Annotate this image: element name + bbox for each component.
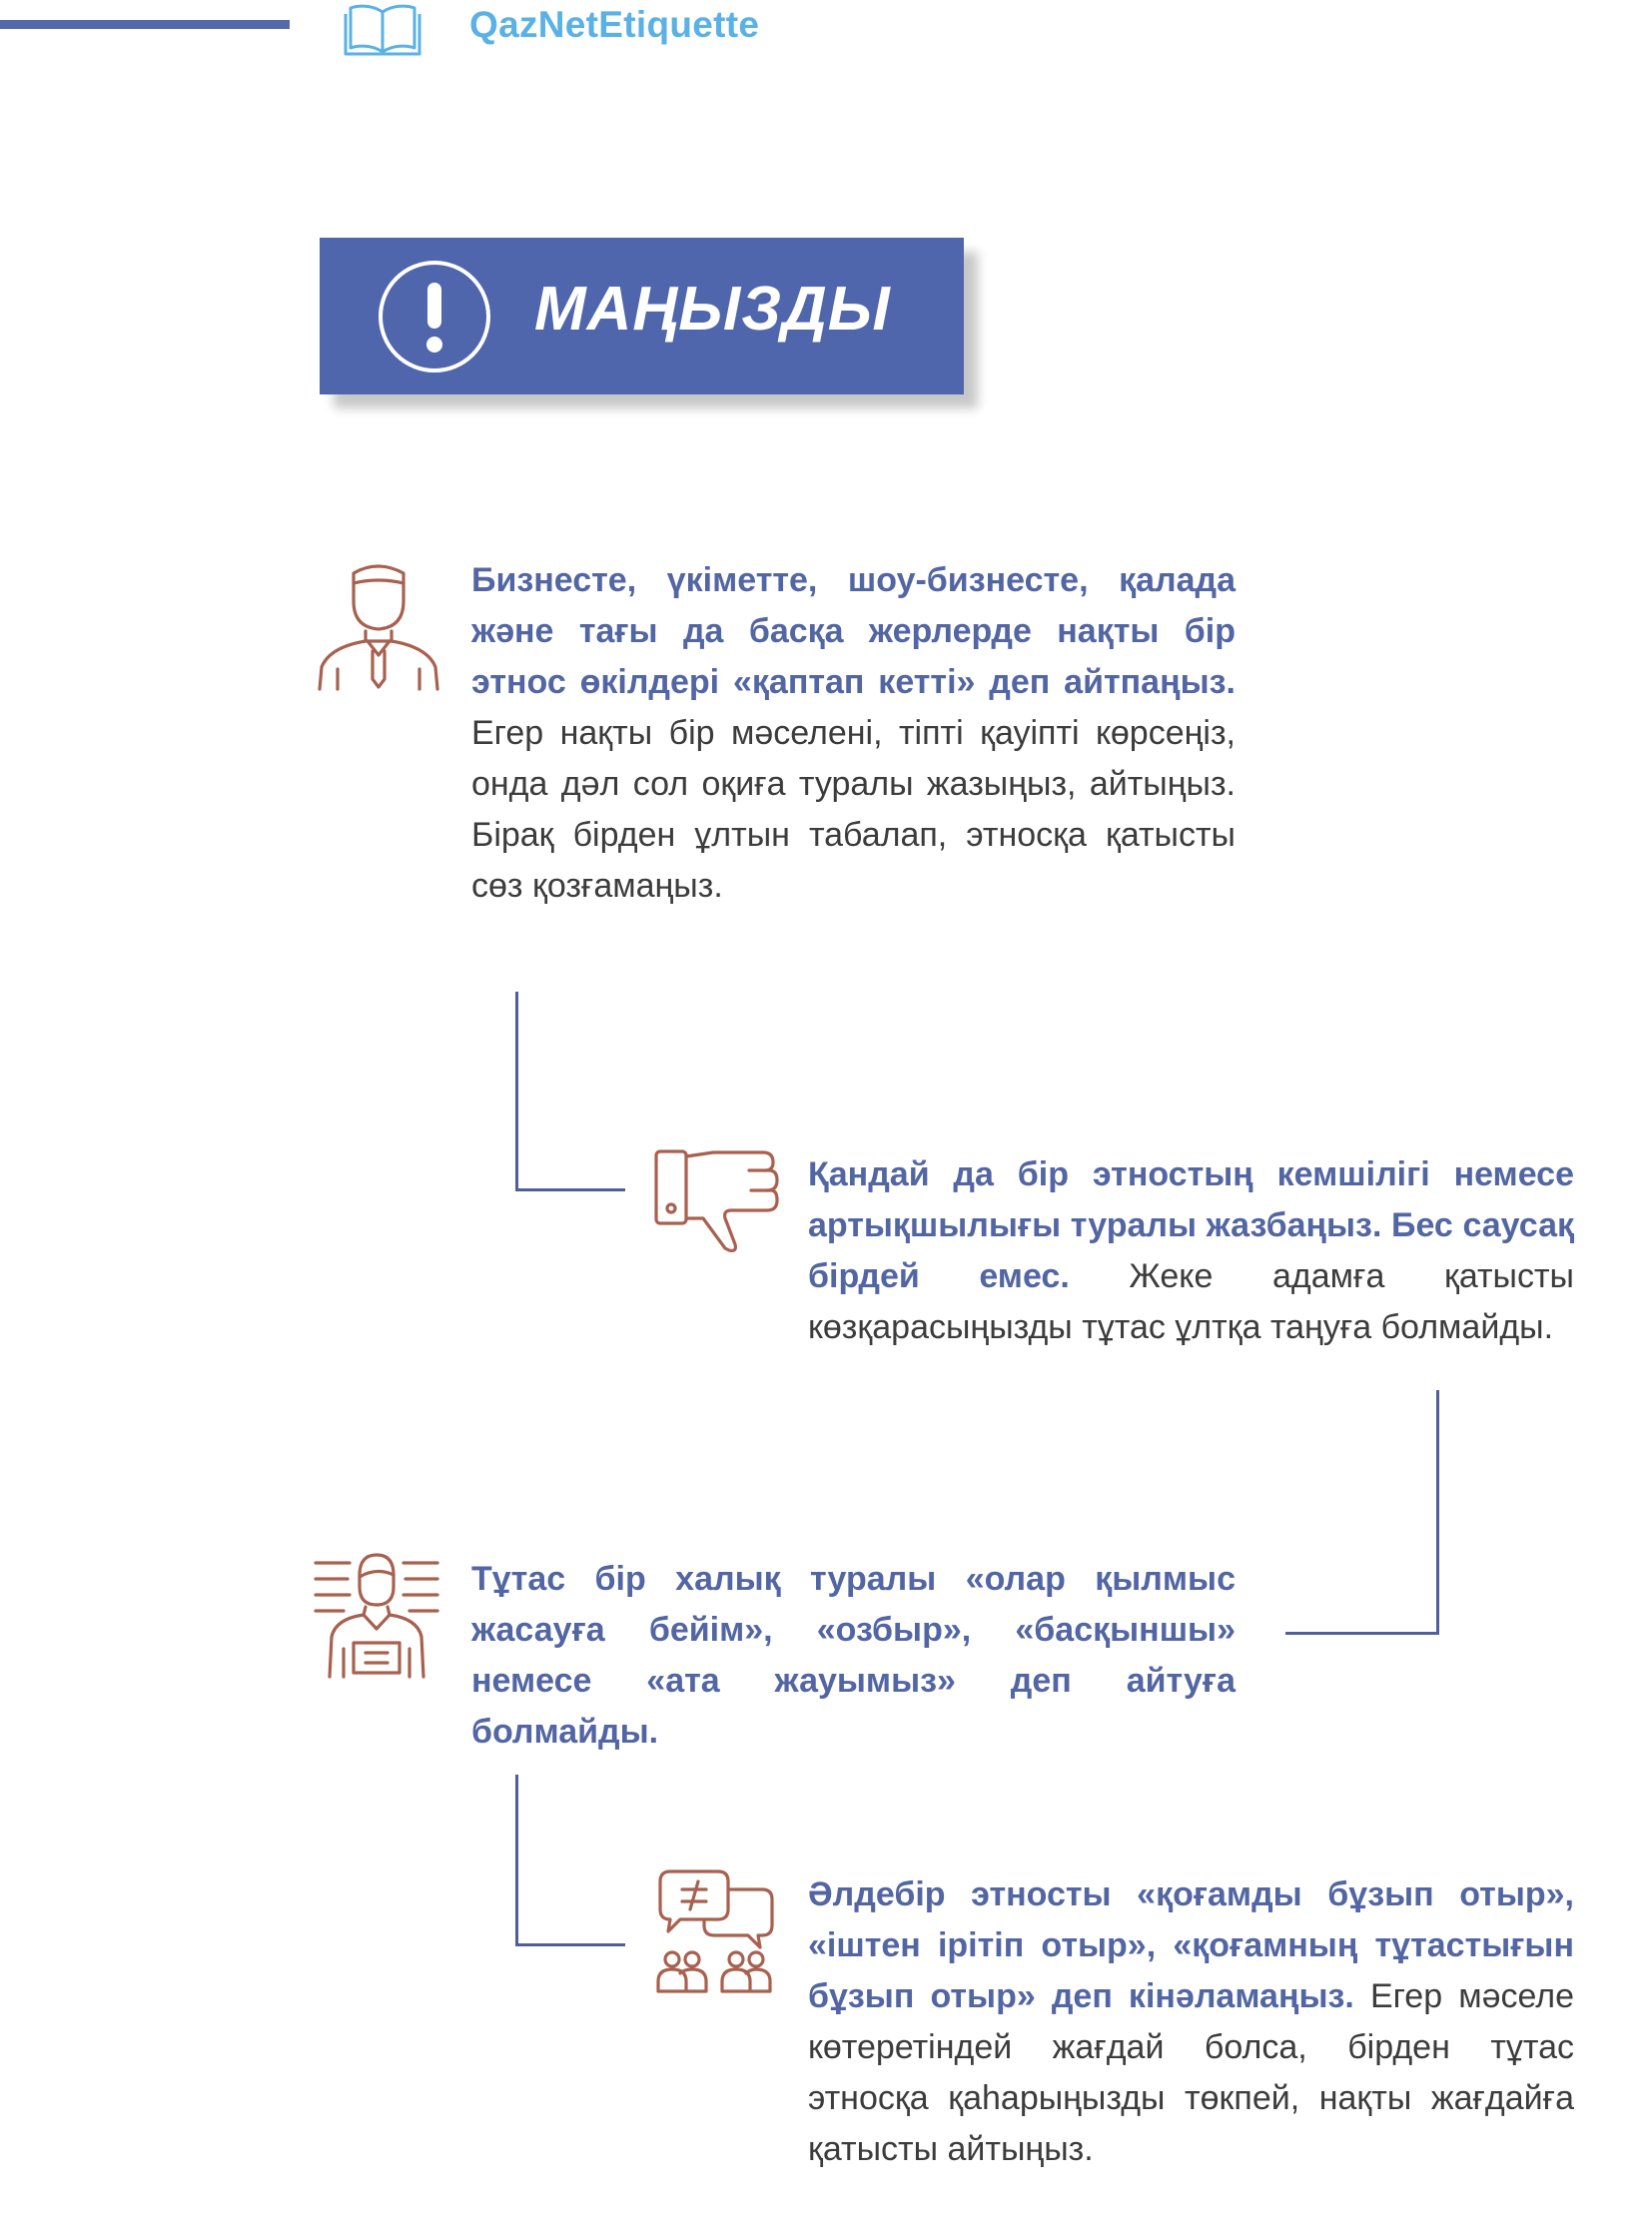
person-icon [316,557,440,692]
thumbs-down-icon [653,1148,779,1252]
item-4-text [808,1869,1574,2175]
item-2-bold: Қандай да бір этностың кемшілігі немесе артықшылығы туралы жазбаңыз. Бес саусақ бірдей емес. [808,1155,1574,1295]
connector-2-horizontal [1285,1632,1439,1635]
connector-3-horizontal [515,1943,625,1946]
exclamation-icon [377,259,492,374]
item-2-normal: Жеке адамға қатысты көзқарасыңызды тұтас ұлтқа таңуға болмайды. [808,1257,1574,1346]
brand-title: QazNetEtiquette [469,4,760,45]
connector-3-vertical [515,1775,518,1946]
item-1-normal: Егер нақты бір мәселені, тіпті қауіпті көрсеңіз, онда дәл сол оқиға туралы жазыңыз, айтыңыз. Бірақ бірден ұлтын табалап, этносқа қатысты сөз қозғамаңыз. [471,714,1236,905]
item-4-bold: Әлдебір этносты «қоғамды бұзып отыр», «іштен ірітіп отыр», «қоғамның тұтастығын бұзып отыр» деп кінәламаңыз. [808,1875,1574,2015]
connector-1-horizontal [515,1188,625,1191]
item-3-text [471,1554,1236,1758]
item-1-bold: Бизнесте, үкіметте, шоу-бизнесте, қалада және тағы да басқа жерлерде нақты бір этнос өкілдері «қаптап кетті» деп айтпаңыз. [471,561,1236,701]
banner-title: МАҢЫЗДЫ [534,275,891,344]
item-4-normal: Егер мәселе көтеретіндей жағдай болса, бірден тұтас этносқа қаһарыңызды төкпей, нақты жағдайға қатысты айтыңыз. [808,1977,1575,2168]
open-book-icon [343,0,422,56]
conflict-chat-icon [654,1867,779,1995]
suspect-icon [314,1553,439,1679]
header-rule [0,20,290,29]
connector-1-vertical [515,992,518,1191]
important-banner [320,238,964,394]
item-3-bold: Тұтас бір халық туралы «олар қылмыс жасауға бейім», «озбыр», «басқыншы» немесе «ата жауымыз» деп айтуға болмайды. [471,1560,1236,1751]
connector-2-vertical [1436,1390,1439,1635]
item-1-text [471,555,1236,912]
item-2-text [808,1149,1574,1353]
